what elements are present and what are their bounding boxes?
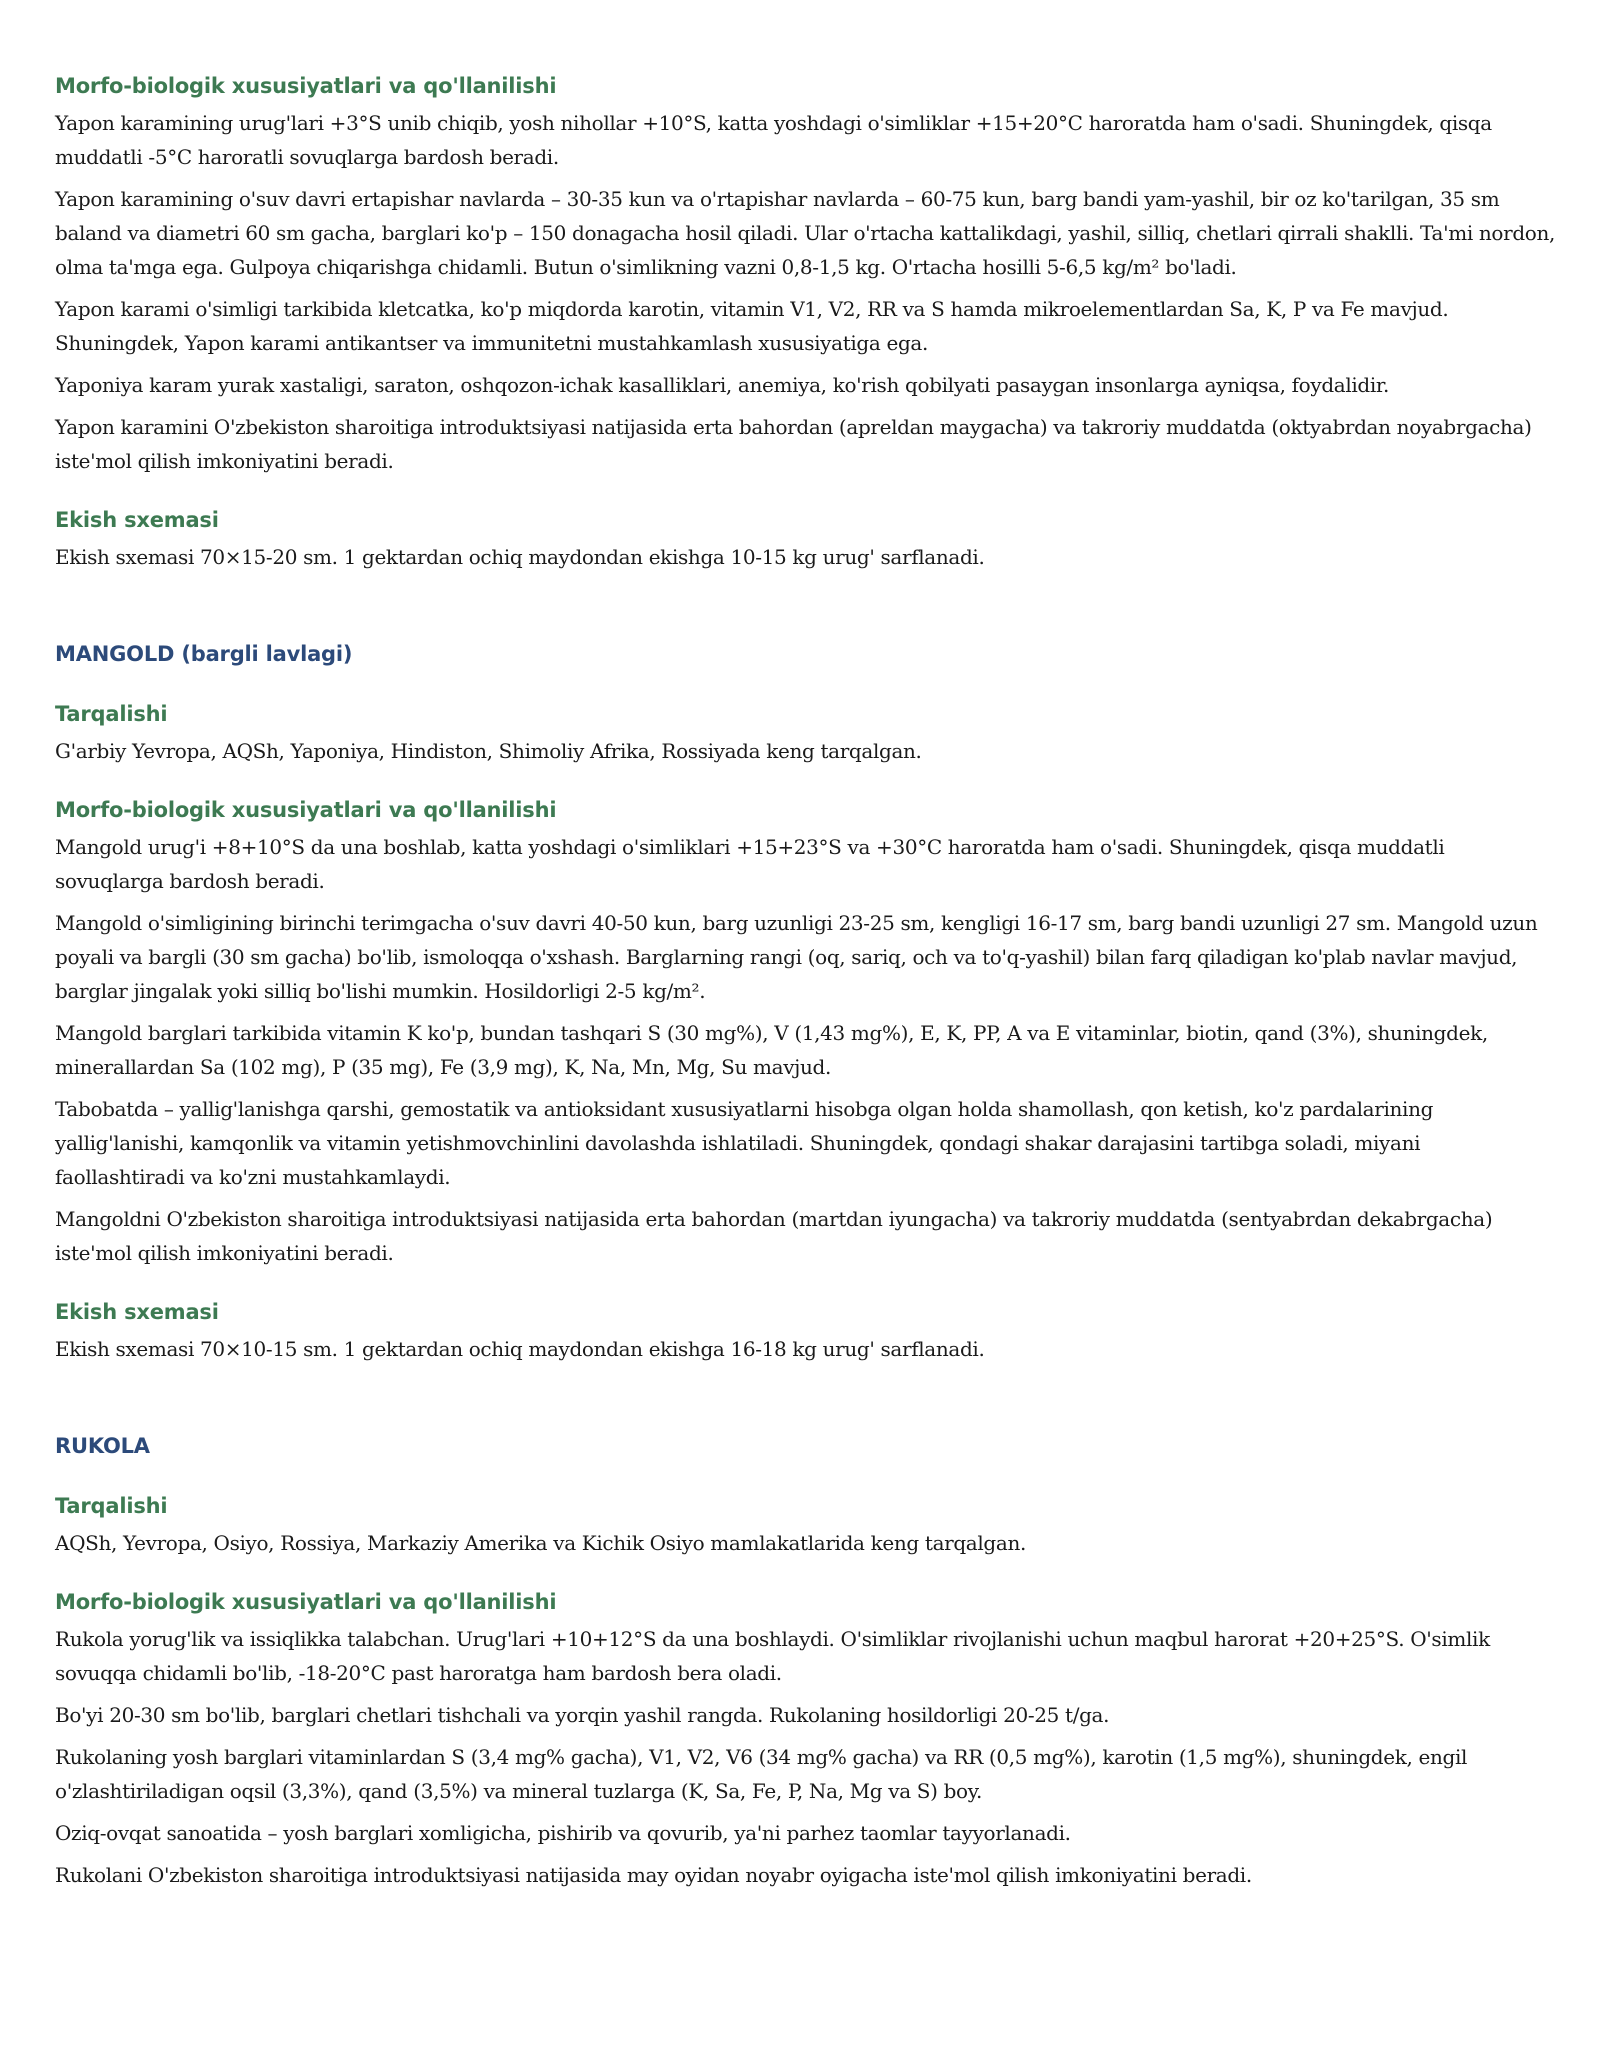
- section-rukola-morfo: [55, 1586, 1555, 1892]
- paragraph: G'arbiy Yevropa, AQSh, Yaponiya, Hindiston, Shimoliy Afrika, Rossiyada keng tarqalgan.: [55, 739, 922, 763]
- paragraph: Yapon karami o'simligi tarkibida kletcatka, ko'p miqdorda karotin, vitamin V1, V2, RR va S hamda mikroelementlardan Sa, K, P va Fe mavjud. Shuningdek, Yapon karami antikantser va immunitetni mustahkamlash xususiyatiga ega.: [55, 297, 1449, 355]
- paragraph: Yapon karamini O'zbekiston sharoitiga introduktsiyasi natijasida erta bahordan (apreldan maygacha) va takroriy muddatda (oktyabrdan noyabrgacha) iste'mol qilish imkoniyatini beradi.: [55, 415, 1532, 473]
- tarqalishi-heading: Tarqalishi: [55, 702, 168, 726]
- paragraph: Mangold urug'i +8+10°S da una boshlab, katta yoshdagi o'simliklari +15+23°S va +30°C haroratda ham o'sadi. Shuningdek, qisqa muddatli sovuqlarga bardosh beradi.: [55, 835, 1445, 893]
- section-title-mangold: MANGOLD (bargli lavlagi): [55, 642, 353, 666]
- paragraph: Rukolaning yosh barglari vitaminlardan S (3,4 mg% gacha), V1, V2, V6 (34 mg% gacha) va RR (0,5 mg%), karotin (1,5 mg%), shuningdek, engil o'zlashtiriladigan oqsil (3,3%), qand (3,5%) va mineral tuzlarga (K, Sa, Fe, P, Na, Mg va S) boy.: [55, 1745, 1468, 1803]
- section-mangold-tarqalishi: [55, 698, 1555, 768]
- tarqalishi-heading: Tarqalishi: [55, 1494, 168, 1518]
- paragraph: Bo'yi 20-30 sm bo'lib, barglari chetlari tishchali va yorqin yashil rangda. Rukolaning hosildorligi 20-25 t/ga.: [55, 1703, 1110, 1727]
- paragraph: Ekish sxemasi 70×10-15 sm. 1 gektardan ochiq maydondan ekishga 16-18 kg urug' sarflanadi.: [55, 1337, 985, 1361]
- paragraph: Ekish sxemasi 70×15-20 sm. 1 gektardan ochiq maydondan ekishga 10-15 kg urug' sarflanadi.: [55, 545, 985, 569]
- section-mangold-ekish: [55, 1296, 1555, 1366]
- paragraph: Yapon karamining urug'lari +3°S unib chiqib, yosh nihollar +10°S, katta yoshdagi o'simliklar +15+20°C haroratda ham o'sadi. Shuningdek, qisqa muddatli -5°C haroratli sovuqlarga bardosh beradi.: [55, 111, 1492, 169]
- paragraph: Mangold o'simligining birinchi terimgacha o'suv davri 40-50 kun, barg uzunligi 23-25 sm, kengligi 16-17 sm, barg bandi uzunligi 27 sm. Mangold uzun poyali va bargli (30 sm gacha) bo'lib, ismoloqqa o'xshash. Barglarning rangi (oq, sariq, och va to'q-yashil) bilan farq qiladigan ko'plab navlar mavjud, barglar jingalak yoki silliq bo'lishi mumkin. Hosildorligi 2-5 kg/m².: [55, 911, 1538, 1003]
- paragraph: Yaponiya karam yurak xastaligi, saraton, oshqozon-ichak kasalliklari, anemiya, ko'rish qobilyati pasaygan insonlarga ayniqsa, foydalidir.: [55, 373, 1389, 397]
- paragraph: Oziq-ovqat sanoatida – yosh barglari xomligicha, pishirib va qovurib, ya'ni parhez taomlar tayyorlanadi.: [55, 1821, 1071, 1845]
- paragraph: Rukola yorug'lik va issiqlikka talabchan. Urug'lari +10+12°S da una boshlaydi. O'simliklar rivojlanishi uchun maqbul harorat +20+25°S. O'simlik sovuqqa chidamli bo'lib, -18-20°C past haroratga ham bardosh bera oladi.: [55, 1627, 1490, 1685]
- section-title-rukola: RUKOLA: [55, 1434, 150, 1458]
- ekish-heading: Ekish sxemasi: [55, 1300, 219, 1324]
- paragraph: AQSh, Yevropa, Osiyo, Rossiya, Markaziy Amerika va Kichik Osiyo mamlakatlarida keng tarqalgan.: [55, 1531, 1026, 1555]
- section-yapon-karami-morfo: [55, 70, 1555, 478]
- section-mangold-morfo: [55, 794, 1555, 1270]
- section-yapon-karami-ekish: [55, 504, 1555, 574]
- ekish-heading: Ekish sxemasi: [55, 508, 219, 532]
- paragraph: Rukolani O'zbekiston sharoitiga introduktsiyasi natijasida may oyidan noyabr oyigacha iste'mol qilish imkoniyatini beradi.: [55, 1863, 1252, 1887]
- paragraph: Yapon karamining o'suv davri ertapishar navlarda – 30-35 kun va o'rtapishar navlarda – 60-75 kun, barg bandi yam-yashil, bir oz ko'tarilgan, 35 sm baland va diametri 60 sm gacha, barglari ko'p – 150 donagacha hosil qiladi. Ular o'rtacha kattalikdagi, yashil, silliq, chetlari qirrali shaklli. Ta'mi nordon, olma ta'mga ega. Gulpoya chiqarishga chidamli. Butun o'simlikning vazni 0,8-1,5 kg. O'rtacha hosilli 5-6,5 kg/m² bo'ladi.: [55, 187, 1555, 279]
- morfo-heading: Morfo-biologik xususiyatlari va qo'llanilishi: [55, 74, 557, 98]
- paragraph: Tabobatda – yallig'lanishga qarshi, gemostatik va antioksidant xususiyatlarni hisobga olgan holda shamollash, qon ketish, ko'z pardalarining yallig'lanishi, kamqonlik va vitamin yetishmovchinlini davolashda ishlatiladi. Shuningdek, qondagi shakar darajasini tartibga soladi, miyani faollashtiradi va ko'zni mustahkamlaydi.: [55, 1097, 1434, 1189]
- document-body: [55, 70, 1555, 1900]
- morfo-heading: Morfo-biologik xususiyatlari va qo'llanilishi: [55, 1590, 557, 1614]
- morfo-heading: Morfo-biologik xususiyatlari va qo'llanilishi: [55, 798, 557, 822]
- section-rukola-tarqalishi: [55, 1490, 1555, 1560]
- paragraph: Mangold barglari tarkibida vitamin K ko'p, bundan tashqari S (30 mg%), V (1,43 mg%), E, K, PP, A va E vitaminlar, biotin, qand (3%), shuningdek, minerallardan Sa (102 mg), P (35 mg), Fe (3,9 mg), K, Na, Mn, Mg, Su mavjud.: [55, 1021, 1488, 1079]
- paragraph: Mangoldni O'zbekiston sharoitiga introduktsiyasi natijasida erta bahordan (martdan iyungacha) va takroriy muddatda (sentyabrdan dekabrgacha) iste'mol qilish imkoniyatini beradi.: [55, 1207, 1493, 1265]
